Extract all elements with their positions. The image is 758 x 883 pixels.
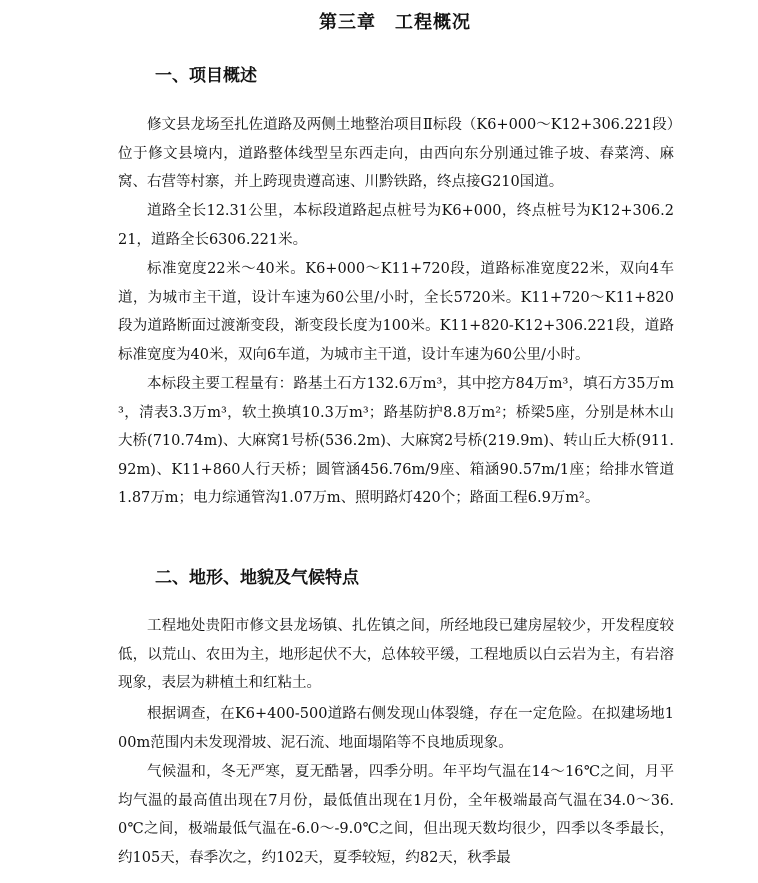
section-heading-terrain-climate: 二、地形、地貌及气候特点 (155, 568, 359, 588)
paragraph-terrain: 工程地处贵阳市修文县龙场镇、扎佐镇之间，所经地段已建房屋较少，开发程度较低，以荒山、农田为主，地形起伏不大，总体较平缓，工程地质以白云岩为主，有岩溶现象，表层为耕植土和红粘土。 (118, 618, 674, 692)
section-heading-overview: 一、项目概述 (155, 66, 257, 86)
paragraph-road-width: 标准宽度22米～40米。K6+000～K11+720段，道路标准宽度22米，双向4车道，为城市主干道，设计车速为60公里/小时，全长5720米。K11+720～K11+820段为道路断面过渡渐变段，渐变段长度为100米。K11+820-K12+306.221段，道路标准宽度为40米，双向6车道，为城市主干道，设计车速为60公里/小时。 (118, 261, 674, 363)
paragraph-project-location: 修文县龙场至扎佐道路及两侧土地整治项目Ⅱ标段（K6+000～K12+306.221段）位于修文县境内，道路整体线型呈东西走向，由西向东分别通过锥子坡、春菜湾、麻窝、右营等村寨，并上跨现贵遵高速、川黔铁路，终点接G210国道。 (118, 117, 674, 191)
paragraph-quantities: 本标段主要工程量有：路基土石方132.6万m³，其中挖方84万m³，填石方35万m³，清表3.3万m³，软土换填10.3万m³；路基防护8.8万m²；桥梁5座，分别是林木山大桥(710.74m)、大麻窝1号桥(536.2m)、大麻窝2号桥(219.9m)、转山丘大桥(911.92m)、K11+860人行天桥；圆管涵456.76m/9座、箱涵90.57m/1座；给排水管道1.87万m；电力综通管沟1.07万m、照明路灯420个；路面工程6.9万m²。 (118, 376, 674, 507)
paragraph-climate: 气候温和，冬无严寒，夏无酷暑，四季分明。年平均气温在14～16℃之间，月平均气温的最高值出现在7月份，最低值出现在1月份，全年极端最高气温在34.0～36.0℃之间，极端最低气温在-6.0～-9.0℃之间，但出现天数均很少，四季以冬季最长，约105天，春季次之，约102天，夏季较短，约82天，秋季最 (118, 764, 674, 866)
chapter-title: 第三章 工程概况 (319, 12, 471, 33)
paragraph-geology-survey: 根据调查，在K6+400-500道路右侧发现山体裂缝，存在一定危险。在拟建场地100m范围内未发现滑坡、泥石流、地面塌陷等不良地质现象。 (118, 706, 674, 751)
paragraph-road-length: 道路全长12.31公里，本标段道路起点桩号为K6+000，终点桩号为K12+306.221，道路全长6306.221米。 (118, 203, 674, 248)
